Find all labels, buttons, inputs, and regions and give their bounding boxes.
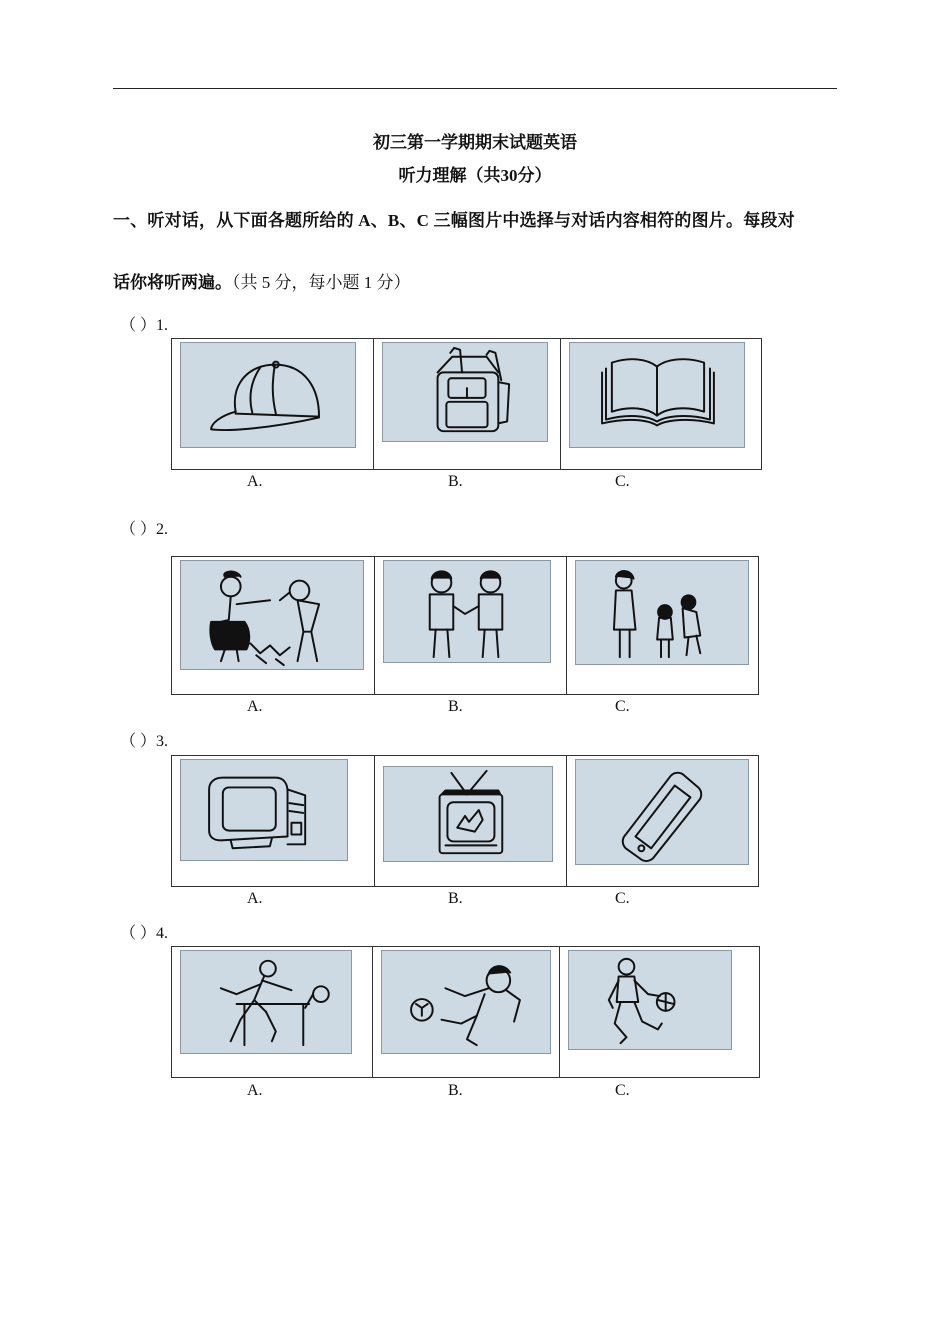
section-instruction-cont — [113, 268, 411, 293]
cap-icon — [180, 342, 356, 448]
basketball-icon — [568, 950, 732, 1050]
option-b-label: B. — [448, 890, 463, 907]
bowing-icon — [575, 560, 749, 665]
option-a-label: A. — [247, 890, 263, 907]
option-b[interactable] — [374, 557, 565, 694]
option-a[interactable] — [172, 557, 374, 694]
option-c[interactable] — [560, 339, 761, 469]
option-c[interactable] — [566, 756, 758, 886]
book-icon — [569, 342, 745, 448]
question-3-options — [171, 755, 759, 887]
section-instruction: 一、听对话，从下面各题所给的 A、B、C 三幅图片中选择与对话内容相符的图片。每段对 — [113, 211, 795, 230]
question-number[interactable]: （ ）2. — [120, 521, 169, 538]
option-c[interactable] — [566, 557, 758, 694]
computer-icon — [180, 759, 348, 861]
instruction-bold-text: 话你将听两遍。 — [113, 273, 232, 292]
page-subtitle: 听力理解（共30分） — [398, 166, 552, 185]
option-c-label: C. — [615, 890, 630, 907]
option-a-label: A. — [247, 473, 263, 490]
question-1-options — [171, 338, 762, 470]
option-c[interactable] — [559, 947, 759, 1077]
page-title: 初三第一学期期末试题英语 — [373, 133, 577, 152]
instruction-note: （共 5 分，每小题 1 分） — [232, 273, 411, 292]
kissing-greeting-icon — [180, 560, 364, 670]
backpack-icon — [382, 342, 548, 442]
option-b[interactable] — [373, 339, 560, 469]
question-number[interactable]: （ ）1. — [120, 317, 169, 334]
option-b-label: B. — [448, 1082, 463, 1099]
question-2-options — [171, 556, 759, 695]
option-b[interactable] — [372, 947, 558, 1077]
question-number[interactable]: （ ）4. — [120, 925, 169, 942]
option-c-label: C. — [615, 473, 630, 490]
option-b-label: B. — [448, 473, 463, 490]
option-a[interactable] — [172, 339, 373, 469]
option-a[interactable] — [172, 947, 372, 1077]
option-c-label: C. — [615, 1082, 630, 1099]
smartphone-icon — [575, 759, 749, 865]
header-rule — [113, 88, 837, 89]
option-c-label: C. — [615, 698, 630, 715]
table-tennis-icon — [180, 950, 352, 1054]
option-a[interactable] — [172, 756, 374, 886]
question-number[interactable]: （ ）3. — [120, 733, 169, 750]
television-icon — [383, 766, 553, 862]
football-icon — [381, 950, 551, 1054]
option-b-label: B. — [448, 698, 463, 715]
option-b[interactable] — [374, 756, 565, 886]
option-a-label: A. — [247, 698, 263, 715]
question-4-options — [171, 946, 760, 1078]
option-a-label: A. — [247, 1082, 263, 1099]
handshake-icon — [383, 560, 551, 663]
